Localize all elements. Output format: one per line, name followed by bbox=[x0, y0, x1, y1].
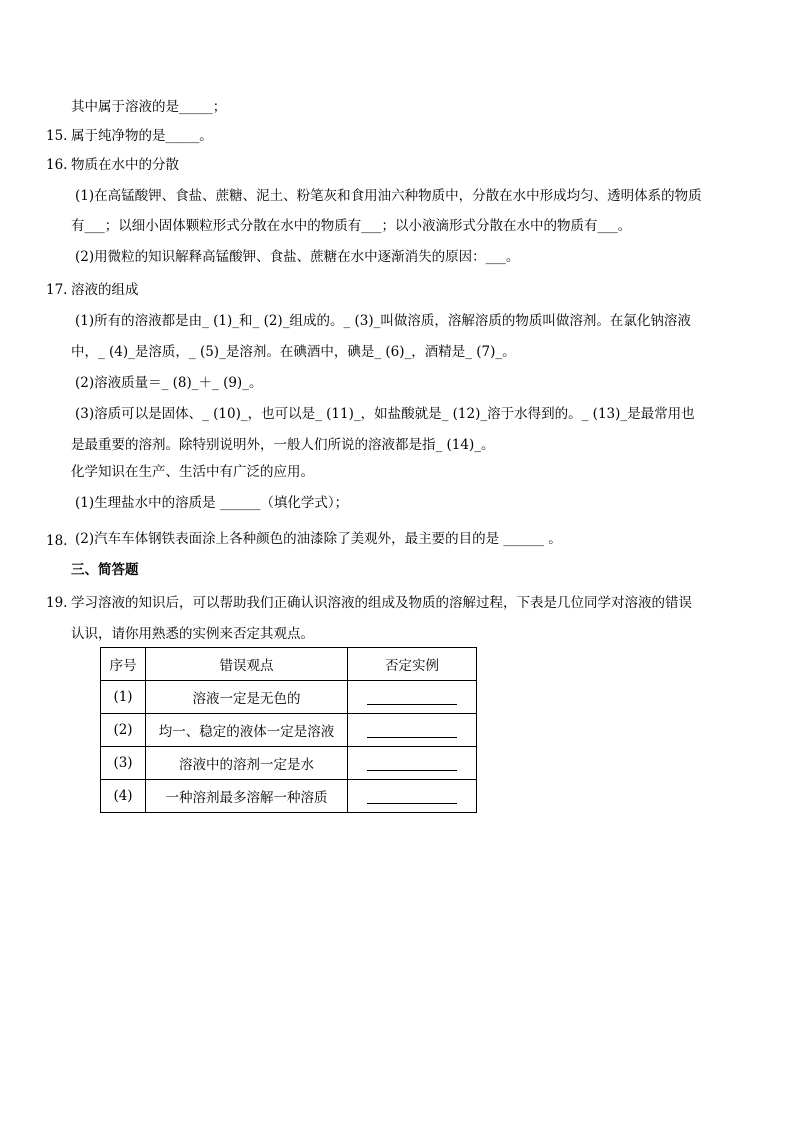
q18-part1: (1)生理盐水中的溶质是 ______（填化学式）； bbox=[75, 495, 349, 511]
row-wrong-view: 均一、稳定的液体一定是溶液 bbox=[146, 714, 348, 747]
q19-line2: 认识，请你用熟悉的实例来否定其观点。 bbox=[71, 626, 314, 642]
answer-blank[interactable] bbox=[348, 747, 477, 780]
q17-part2: (2)溶液质量＝_ (8)_＋_ (9)_。 bbox=[75, 375, 263, 391]
misconception-table bbox=[100, 647, 477, 813]
q17-part3-line1: (3)溶质可以是固体、_ (10)_，也可以是_ (11)_，如盐酸就是_ (12)_溶于水得到的。_ (13)_是最常用也 bbox=[75, 406, 695, 422]
q17-number: 17. bbox=[46, 282, 68, 298]
answer-blank[interactable] bbox=[348, 681, 477, 714]
row-number: (3) bbox=[101, 747, 146, 780]
row-number: (2) bbox=[101, 714, 146, 747]
row-wrong-view: 一种溶剂最多溶解一种溶质 bbox=[146, 780, 348, 813]
row-number: (4) bbox=[101, 780, 146, 813]
header-number: 序号 bbox=[101, 648, 146, 681]
q16-part2: (2)用微粒的知识解释高锰酸钾、食盐、蔗糖在水中逐渐消失的原因：___。 bbox=[75, 249, 520, 265]
q16-title: 物质在水中的分散 bbox=[71, 157, 179, 173]
q16-part1-line2: 有___；以细小固体颗粒形式分散在水中的物质有___；以小液滴形式分散在水中的物质有___。 bbox=[71, 218, 632, 234]
header-counter-example: 否定实例 bbox=[348, 648, 477, 681]
q15-text: 属于纯净物的是_____。 bbox=[71, 128, 213, 144]
table-row bbox=[101, 780, 477, 813]
q17-part1-line2: 中，_ (4)_是溶质，_ (5)_是溶剂。在碘酒中，碘是_ (6)_，酒精是_ (7)_。 bbox=[71, 344, 516, 360]
q19-line1: 学习溶液的知识后，可以帮助我们正确认识溶液的组成及物质的溶解过程，下表是几位同学对溶液的错误 bbox=[71, 595, 692, 611]
q14-tail-text: 其中属于溶液的是_____； bbox=[71, 99, 227, 115]
row-wrong-view: 溶液中的溶剂一定是水 bbox=[146, 747, 348, 780]
table-row bbox=[101, 714, 477, 747]
table-header-row bbox=[101, 648, 477, 681]
q16-number: 16. bbox=[46, 157, 68, 173]
q18-intro: 化学知识在生产、生活中有广泛的应用。 bbox=[71, 464, 314, 480]
header-wrong-view: 错误观点 bbox=[146, 648, 348, 681]
q17-part3-line2: 是最重要的溶剂。除特别说明外，一般人们所说的溶液都是指_ (14)_。 bbox=[71, 437, 495, 453]
q19-number: 19. bbox=[46, 595, 68, 611]
table-row bbox=[101, 747, 477, 780]
q17-part1-line1: (1)所有的溶液都是由_ (1)_和_ (2)_组成的。_ (3)_叫做溶质，溶解溶质的物质叫做溶剂。在氯化钠溶液 bbox=[75, 313, 691, 329]
q18-part2: (2)汽车车体钢铁表面涂上各种颜色的油漆除了美观外，最主要的目的是 ______ 。 bbox=[75, 531, 562, 547]
q18-number: 18. bbox=[46, 533, 68, 549]
row-wrong-view: 溶液一定是无色的 bbox=[146, 681, 348, 714]
answer-blank[interactable] bbox=[348, 714, 477, 747]
q17-title: 溶液的组成 bbox=[71, 282, 139, 298]
q16-part1-line1: (1)在高锰酸钾、食盐、蔗糖、泥土、粉笔灰和食用油六种物质中，分散在水中形成均匀、透明体系的物质 bbox=[75, 188, 702, 204]
section-heading: 三、简答题 bbox=[71, 562, 139, 578]
answer-blank[interactable] bbox=[348, 780, 477, 813]
row-number: (1) bbox=[101, 681, 146, 714]
q15-number: 15. bbox=[46, 128, 68, 144]
table-row bbox=[101, 681, 477, 714]
